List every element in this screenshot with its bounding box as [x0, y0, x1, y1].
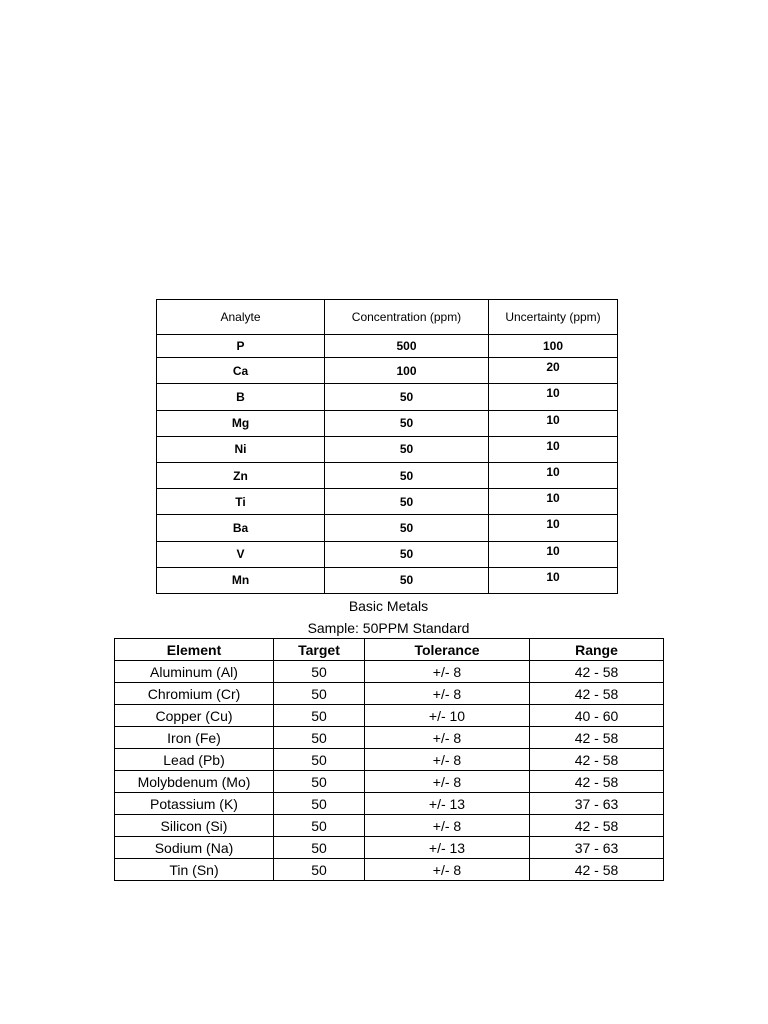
- analyte-cell: B: [157, 384, 325, 410]
- table-header-row: [115, 639, 664, 661]
- element-cell: Copper (Cu): [115, 705, 274, 727]
- analyte-cell: Mn: [157, 567, 325, 593]
- table-row: [115, 661, 664, 683]
- analyte-cell: Ni: [157, 436, 325, 462]
- table-row: [115, 815, 664, 837]
- table-header-row: [157, 300, 618, 335]
- analyte-table: [156, 299, 618, 594]
- header-concentration: Concentration (ppm): [325, 300, 489, 335]
- uncertainty-cell: 20: [489, 358, 618, 384]
- target-cell: 50: [274, 793, 365, 815]
- uncertainty-cell: 100: [489, 335, 618, 358]
- uncertainty-cell: 10: [489, 489, 618, 515]
- table-row: [115, 793, 664, 815]
- uncertainty-cell: 10: [489, 541, 618, 567]
- table-row: [157, 410, 618, 436]
- range-cell: 37 - 63: [530, 793, 664, 815]
- tolerance-cell: +/- 10: [365, 705, 530, 727]
- concentration-cell: 50: [325, 515, 489, 541]
- header-target: Target: [274, 639, 365, 661]
- element-cell: Aluminum (Al): [115, 661, 274, 683]
- table-row: [115, 859, 664, 881]
- target-cell: 50: [274, 683, 365, 705]
- tolerance-cell: +/- 13: [365, 793, 530, 815]
- element-cell: Tin (Sn): [115, 859, 274, 881]
- tolerance-cell: +/- 13: [365, 837, 530, 859]
- table-row: [157, 567, 618, 593]
- target-cell: 50: [274, 727, 365, 749]
- target-cell: 50: [274, 749, 365, 771]
- table-row: [157, 384, 618, 410]
- target-cell: 50: [274, 837, 365, 859]
- concentration-cell: 50: [325, 489, 489, 515]
- range-cell: 42 - 58: [530, 749, 664, 771]
- analyte-cell: V: [157, 541, 325, 567]
- concentration-cell: 50: [325, 410, 489, 436]
- table-row: [157, 462, 618, 488]
- concentration-cell: 50: [325, 384, 489, 410]
- table-row: [115, 727, 664, 749]
- element-cell: Potassium (K): [115, 793, 274, 815]
- target-cell: 50: [274, 771, 365, 793]
- tolerance-cell: +/- 8: [365, 815, 530, 837]
- tolerance-cell: +/- 8: [365, 683, 530, 705]
- table-row: [157, 436, 618, 462]
- element-cell: Iron (Fe): [115, 727, 274, 749]
- table-row: [115, 837, 664, 859]
- analyte-cell: Zn: [157, 462, 325, 488]
- uncertainty-cell: 10: [489, 462, 618, 488]
- analyte-cell: Ti: [157, 489, 325, 515]
- range-cell: 42 - 58: [530, 815, 664, 837]
- table-row: [115, 771, 664, 793]
- element-cell: Lead (Pb): [115, 749, 274, 771]
- element-cell: Sodium (Na): [115, 837, 274, 859]
- table-row: [157, 515, 618, 541]
- header-uncertainty: Uncertainty (ppm): [489, 300, 618, 335]
- range-cell: 37 - 63: [530, 837, 664, 859]
- range-cell: 42 - 58: [530, 771, 664, 793]
- tolerance-cell: +/- 8: [365, 727, 530, 749]
- analyte-cell: P: [157, 335, 325, 358]
- table-row: [115, 683, 664, 705]
- tolerance-cell: +/- 8: [365, 859, 530, 881]
- tolerance-cell: +/- 8: [365, 749, 530, 771]
- header-range: Range: [530, 639, 664, 661]
- target-cell: 50: [274, 859, 365, 881]
- tolerance-cell: +/- 8: [365, 661, 530, 683]
- header-analyte: Analyte: [157, 300, 325, 335]
- range-cell: 42 - 58: [530, 661, 664, 683]
- target-cell: 50: [274, 661, 365, 683]
- range-cell: 42 - 58: [530, 727, 664, 749]
- analyte-cell: Mg: [157, 410, 325, 436]
- uncertainty-cell: 10: [489, 515, 618, 541]
- concentration-cell: 50: [325, 462, 489, 488]
- sample-subtitle: Sample: 50PPM Standard: [307, 620, 470, 636]
- range-cell: 42 - 58: [530, 859, 664, 881]
- table-row: [157, 541, 618, 567]
- uncertainty-cell: 10: [489, 436, 618, 462]
- element-cell: Chromium (Cr): [115, 683, 274, 705]
- table-row: [157, 335, 618, 358]
- target-cell: 50: [274, 815, 365, 837]
- concentration-cell: 100: [325, 358, 489, 384]
- table-row: [157, 489, 618, 515]
- header-element: Element: [115, 639, 274, 661]
- uncertainty-cell: 10: [489, 410, 618, 436]
- concentration-cell: 500: [325, 335, 489, 358]
- table-row: [115, 749, 664, 771]
- element-cell: Silicon (Si): [115, 815, 274, 837]
- concentration-cell: 50: [325, 436, 489, 462]
- element-cell: Molybdenum (Mo): [115, 771, 274, 793]
- range-cell: 40 - 60: [530, 705, 664, 727]
- basic-metals-table: [114, 638, 664, 881]
- table-row: [157, 358, 618, 384]
- concentration-cell: 50: [325, 541, 489, 567]
- basic-metals-title: Basic Metals: [348, 598, 429, 614]
- uncertainty-cell: 10: [489, 567, 618, 593]
- analyte-cell: Ba: [157, 515, 325, 541]
- header-tolerance: Tolerance: [365, 639, 530, 661]
- uncertainty-cell: 10: [489, 384, 618, 410]
- target-cell: 50: [274, 705, 365, 727]
- concentration-cell: 50: [325, 567, 489, 593]
- table-row: [115, 705, 664, 727]
- analyte-cell: Ca: [157, 358, 325, 384]
- range-cell: 42 - 58: [530, 683, 664, 705]
- tolerance-cell: +/- 8: [365, 771, 530, 793]
